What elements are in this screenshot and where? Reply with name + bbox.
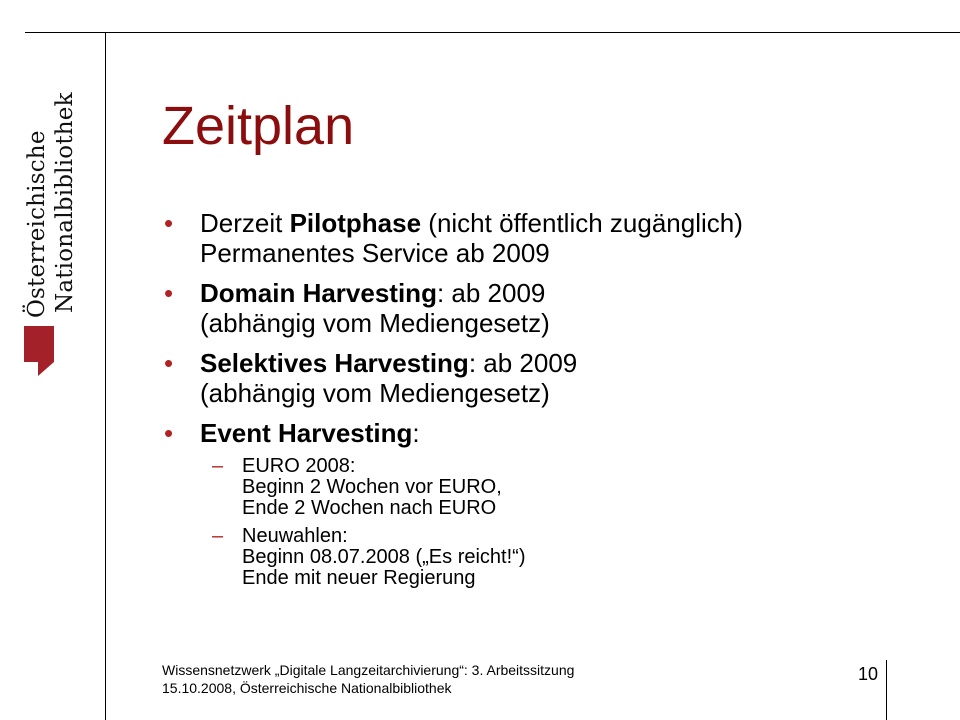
footer-line-1: Wissensnetzwerk „Digitale Langzeitarchivierung“: 3. Arbeitssitzung — [162, 662, 575, 678]
bullet-dot: • — [164, 348, 174, 378]
bullet-item — [162, 278, 922, 338]
bullet-line-2: (abhängig vom Mediengesetz) — [200, 378, 550, 408]
logo-line-2: Nationalbibliothek — [52, 92, 78, 313]
sub-dash: – — [212, 525, 224, 547]
bullet-item — [162, 348, 922, 408]
sub-dash: – — [212, 455, 224, 477]
sub-line-2: Beginn 08.07.2008 („Es reicht!“) — [242, 546, 526, 568]
bullet-list — [162, 208, 922, 598]
bullet-bold-text: Selektives Harvesting — [200, 348, 469, 378]
logo-line-1: Österreichische — [24, 130, 50, 318]
sub-line-3: Ende mit neuer Regierung — [242, 567, 476, 589]
sub-line-1: EURO 2008: — [242, 455, 356, 477]
page-number: 10 — [858, 664, 879, 684]
sub-item — [162, 526, 922, 589]
bullet-dot: • — [164, 278, 174, 308]
bullet-line-2: Permanentes Service ab 2009 — [200, 238, 550, 268]
sub-line-1: Neuwahlen: — [242, 525, 348, 547]
onb-logo-mark-icon — [24, 326, 54, 376]
onb-logo-text — [22, 92, 82, 320]
bullet-dot: • — [164, 418, 174, 448]
top-rule — [25, 32, 960, 33]
sub-line-2: Beginn 2 Wochen vor EURO, — [242, 476, 502, 498]
footer-line-2: 15.10.2008, Österreichische Nationalbibliothek — [162, 680, 452, 696]
bullet-item — [162, 208, 922, 268]
bullet-bold-text: Domain Harvesting — [200, 278, 437, 308]
bullet-dot: • — [164, 208, 174, 238]
sub-line-3: Ende 2 Wochen nach EURO — [242, 497, 497, 519]
bullet-text: Derzeit — [200, 208, 290, 238]
bullet-line-2: (abhängig vom Mediengesetz) — [200, 308, 550, 338]
footer — [162, 661, 574, 697]
bullet-bold-text: Pilotphase — [289, 208, 422, 238]
left-rule — [105, 32, 106, 720]
right-rule — [886, 660, 887, 720]
slide-title: Zeitplan — [162, 96, 355, 156]
bullet-text: (nicht öffentlich zugänglich) — [421, 208, 743, 238]
sub-item — [162, 456, 922, 519]
bullet-text: : — [412, 418, 420, 448]
bullet-text: : ab 2009 — [468, 348, 578, 378]
bullet-text: : ab 2009 — [436, 278, 546, 308]
bullet-item — [162, 418, 922, 448]
bullet-bold-text: Event Harvesting — [200, 418, 413, 448]
